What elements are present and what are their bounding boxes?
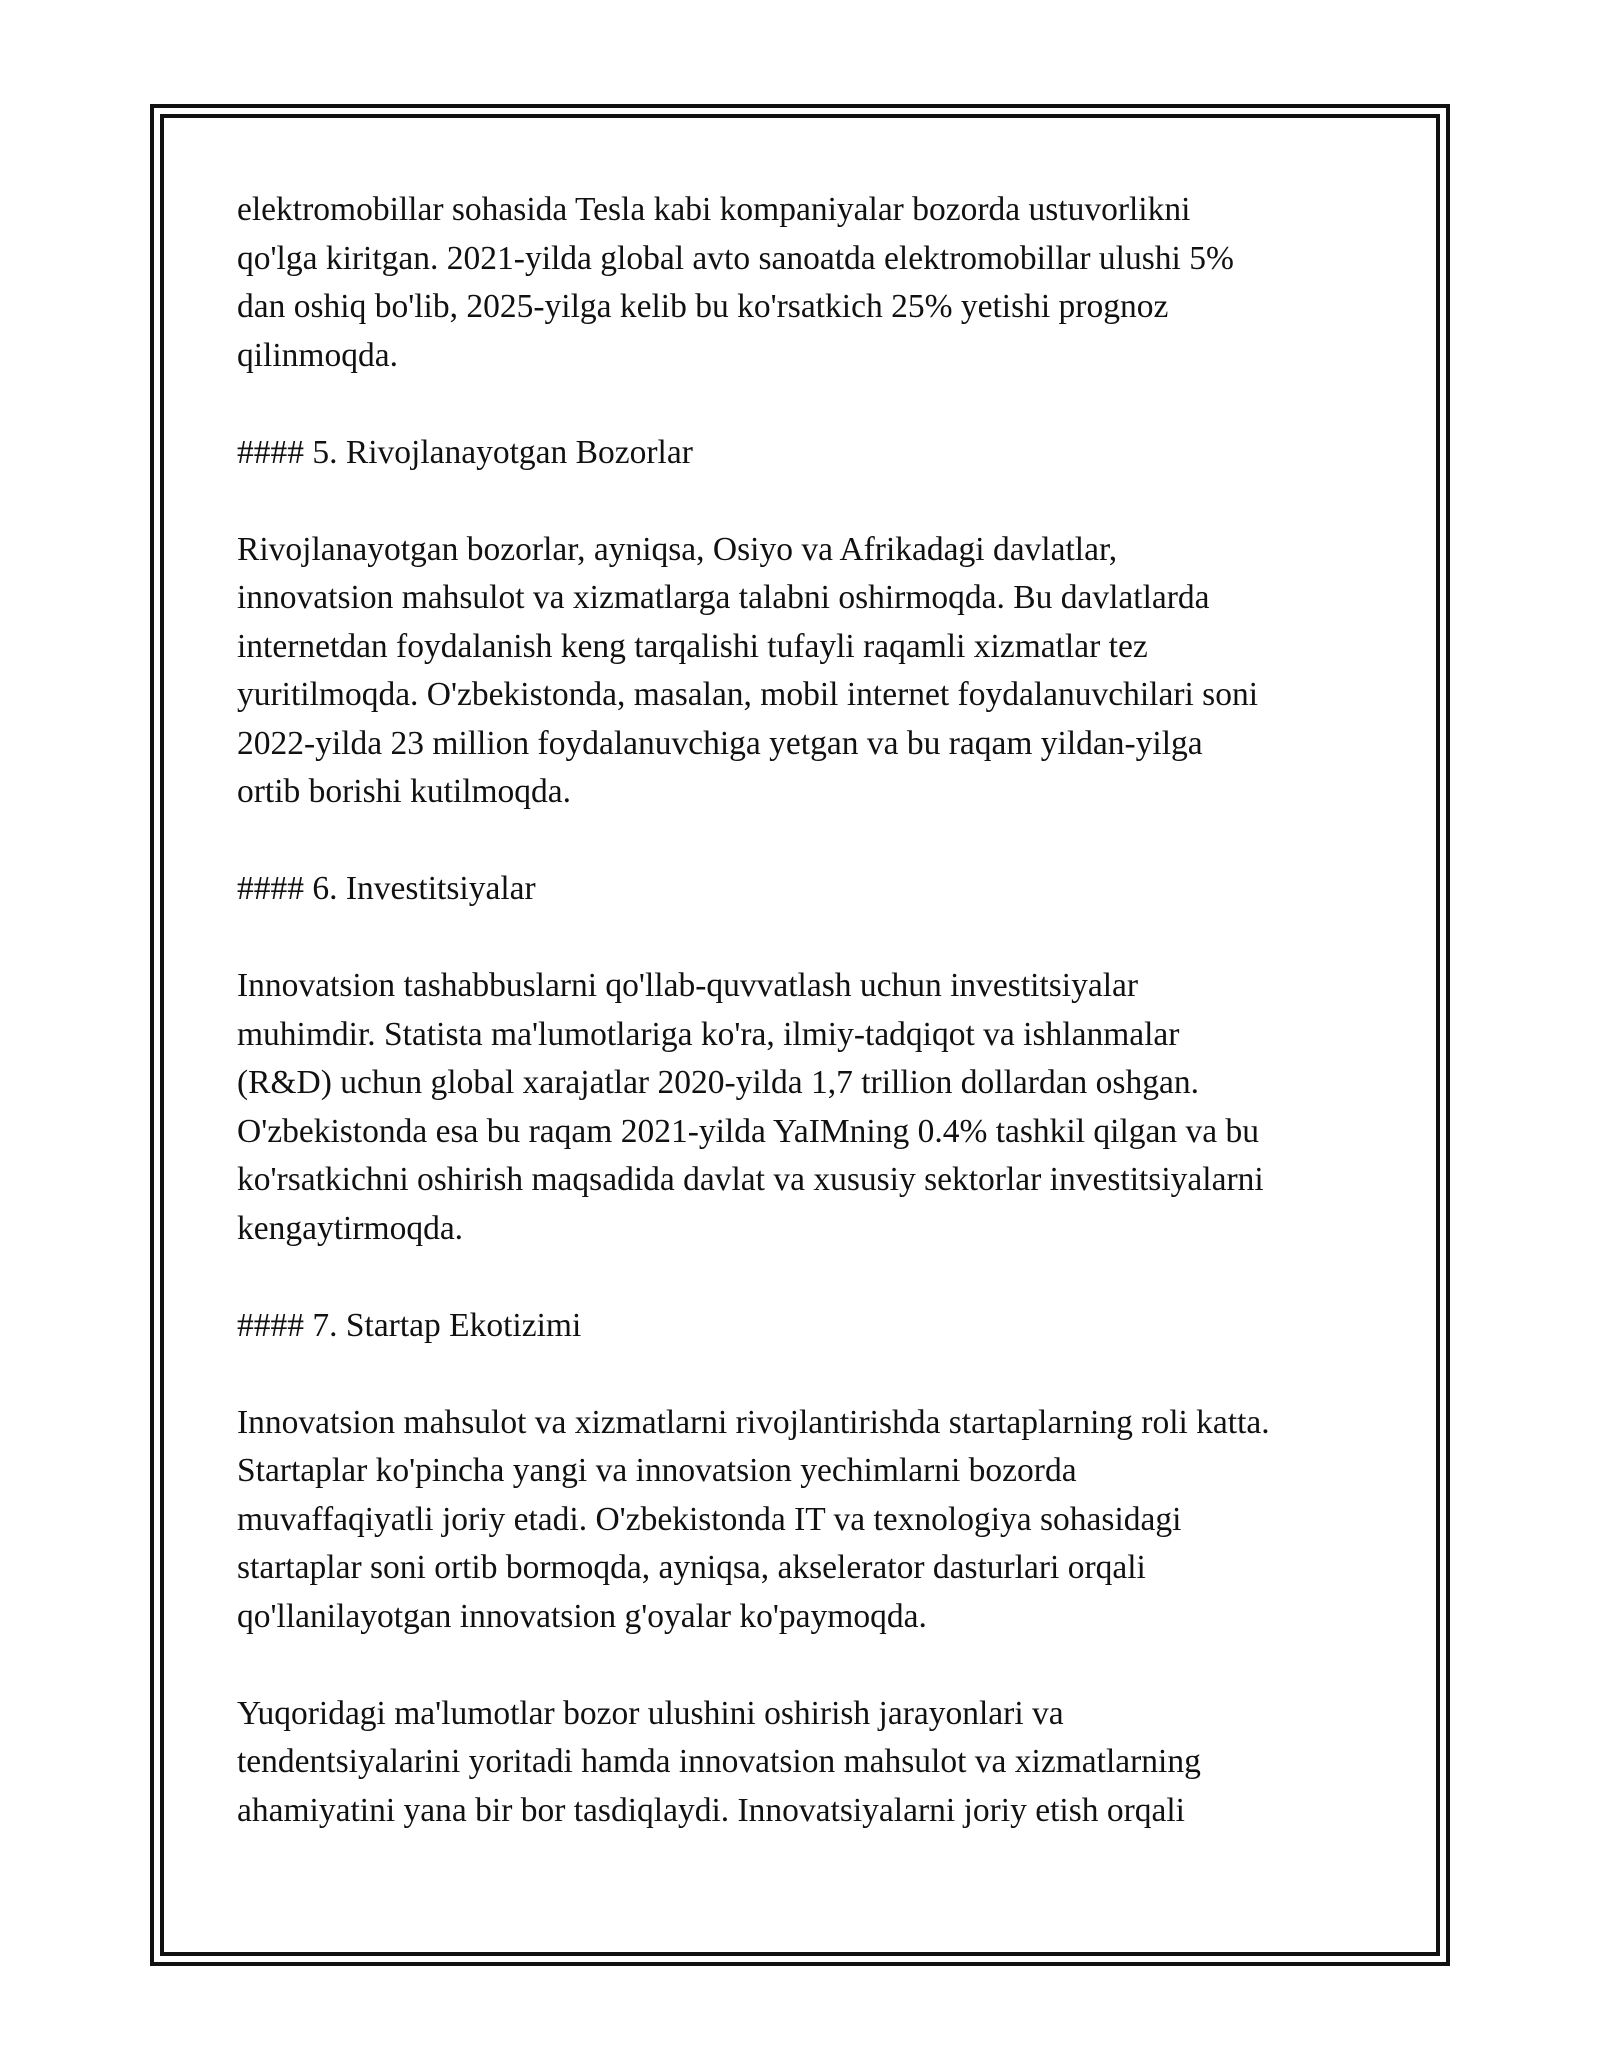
section-heading: #### 7. Startap Ekotizimi xyxy=(237,1306,582,1344)
text-line: tendentsiyalarini yoritadi hamda innovatsion mahsulot va xizmatlarning xyxy=(237,1743,1201,1780)
text-line: Innovatsion tashabbuslarni qo'llab-quvvatlash uchun investitsiyalar xyxy=(237,967,1139,1004)
text-line: qo'lga kiritgan. 2021-yilda global avto sanoatda elektromobillar ulushi 5% xyxy=(237,239,1234,277)
text-line: Startaplar ko'pincha yangi va innovatsion yechimlarni bozorda xyxy=(237,1452,1077,1489)
text-line: internetdan foydalanish keng tarqalishi tufayli raqamli xizmatlar tez xyxy=(237,627,1148,665)
text-line: kengaytirmoqda. xyxy=(237,1209,464,1247)
text-line: (R&D) uchun global xarajatlar 2020-yilda 1,7 trillion dollardan oshgan. xyxy=(237,1064,1199,1101)
text-line: ortib borishi kutilmoqda. xyxy=(237,773,572,810)
text-line: 2022-yilda 23 million foydalanuvchiga yetgan va bu raqam yildan-yilga xyxy=(237,724,1203,762)
text-line: dan oshiq bo'lib, 2025-yilga kelib bu ko'rsatkich 25% yetishi prognoz xyxy=(237,288,1169,325)
text-line: O'zbekistonda esa bu raqam 2021-yilda YaIMning 0.4% tashkil qilgan va bu xyxy=(237,1112,1260,1150)
paragraph-gap xyxy=(237,477,1387,526)
paragraph-gap xyxy=(237,1350,1387,1399)
text-line: muhimdir. Statista ma'lumotlariga ko'ra, ilmiy-tadqiqot va ishlanmalar xyxy=(237,1015,1180,1053)
text-line: Innovatsion mahsulot va xizmatlarni rivojlantirishda startaplarning roli katta. xyxy=(237,1403,1270,1441)
section-heading: #### 5. Rivojlanayotgan Bozorlar xyxy=(237,433,693,471)
text-line: ko'rsatkichni oshirish maqsadida davlat va xususiy sektorlar investitsiyalarni xyxy=(237,1161,1264,1198)
section-heading: #### 6. Investitsiyalar xyxy=(237,870,536,907)
paragraph-gap xyxy=(237,380,1387,429)
paragraph-gap xyxy=(237,914,1387,963)
text-line: muvaffaqiyatli joriy etadi. O'zbekistonda IT va texnologiya sohasidagi xyxy=(237,1500,1182,1538)
text-line: qilinmoqda. xyxy=(237,336,398,374)
text-line: elektromobillar sohasida Tesla kabi kompaniyalar bozorda ustuvorlikni xyxy=(237,191,1191,228)
paragraph-gap xyxy=(237,1641,1387,1690)
text-line: qo'llanilayotgan innovatsion g'oyalar ko'paymoqda. xyxy=(237,1597,927,1635)
text-line: yuritilmoqda. O'zbekistonda, masalan, mobil internet foydalanuvchilari soni xyxy=(237,676,1259,713)
document-body xyxy=(237,186,1387,1835)
text-line: startaplar soni ortib bormoqda, ayniqsa, akselerator dasturlari orqali xyxy=(237,1549,1146,1586)
paragraph-gap xyxy=(237,1253,1387,1302)
text-line: ahamiyatini yana bir bor tasdiqlaydi. Innovatsiyalarni joriy etish orqali xyxy=(237,1791,1185,1829)
text-line: Yuqoridagi ma'lumotlar bozor ulushini oshirish jarayonlari va xyxy=(237,1694,1064,1732)
paragraph-gap xyxy=(237,817,1387,866)
text-line: innovatsion mahsulot va xizmatlarga talabni oshirmoqda. Bu davlatlarda xyxy=(237,579,1210,616)
text-line: Rivojlanayotgan bozorlar, ayniqsa, Osiyo va Afrikadagi davlatlar, xyxy=(237,530,1118,568)
